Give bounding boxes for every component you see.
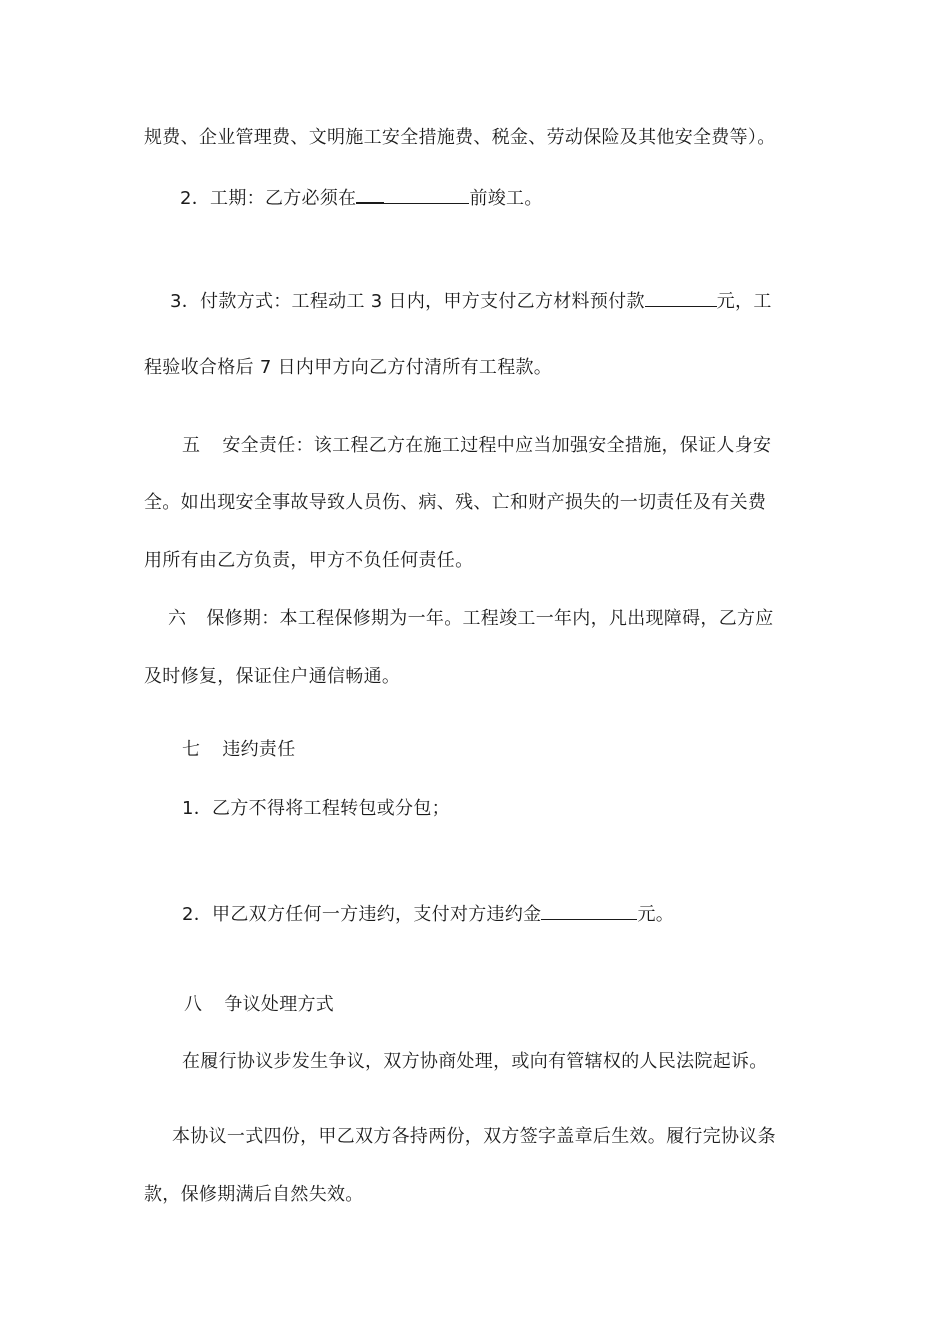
warranty-line-2-text: 及时修复，保证住户通信畅通。 [144,666,401,687]
safety-line-1-text: 安全责任：该工程乙方在施工过程中应当加强安全措施，保证人身安 [222,435,772,456]
fees-tail-text: 规费、企业管理费、文明施工安全措施费、税金、劳动保险及其他安全费等）。 [144,127,776,148]
payment-suffix: 元，工 [716,291,772,312]
dispute-text-line [182,1050,768,1074]
payment-prefix: 3．付款方式：工程动工 3 日内，甲方支付乙方材料预付款 [170,291,645,312]
completion-date-blank-extension [384,185,469,204]
construction-period-suffix: 前竣工。 [469,188,543,209]
closing-line-1-text: 本协议一式四份，甲乙双方各持两份，双方签字盖章后生效。履行完协议条 [172,1126,776,1147]
safety-line-2-text: 全。如出现安全事故导致人员伤、病、残、亡和财产损失的一切责任及有关费 [144,492,767,513]
breach-item-1-text: 1．乙方不得将工程转包或分包； [182,798,450,819]
breach-item-2-prefix: 2．甲乙双方任何一方违约，支付对方违约金 [182,904,542,925]
closing-line-2-text: 款，保修期满后自然失效。 [144,1184,364,1205]
breach-item-1 [182,797,450,821]
safety-line-3-text: 用所有由乙方负责，甲方不负任何责任。 [144,550,474,571]
breach-item-2-suffix: 元。 [637,904,675,925]
dispute-heading [184,993,334,1017]
breach-section-title: 违约责任 [222,739,296,760]
completion-date-blank [356,184,384,204]
payment-line-2 [144,356,552,380]
payment-line-2-text: 程验收合格后 7 日内甲方向乙方付清所有工程款。 [144,357,553,378]
dispute-section-number: 八 [184,994,203,1015]
dispute-section-title: 争议处理方式 [224,994,335,1015]
closing-line-2 [144,1183,364,1207]
warranty-line-2 [144,665,400,689]
construction-period-line [180,184,543,211]
safety-line-1 [182,434,771,458]
fees-tail-line [144,126,776,150]
closing-line-1 [172,1125,776,1149]
warranty-line-1 [168,607,774,631]
advance-payment-blank [645,288,717,307]
safety-line-2 [144,491,766,515]
warranty-line-1-text: 保修期：本工程保修期为一年。工程竣工一年内，凡出现障碍，乙方应 [206,608,774,629]
warranty-section-number: 六 [168,608,187,629]
breach-section-number: 七 [182,739,201,760]
penalty-amount-blank [541,901,637,920]
safety-section-number: 五 [182,435,201,456]
dispute-text: 在履行协议步发生争议，双方协商处理，或向有管辖权的人民法院起诉。 [182,1051,768,1072]
payment-line-1 [170,288,772,314]
safety-line-3 [144,549,473,573]
breach-item-2 [182,901,674,927]
breach-heading [182,738,296,762]
construction-period-prefix: 2．工期：乙方必须在 [180,188,357,209]
